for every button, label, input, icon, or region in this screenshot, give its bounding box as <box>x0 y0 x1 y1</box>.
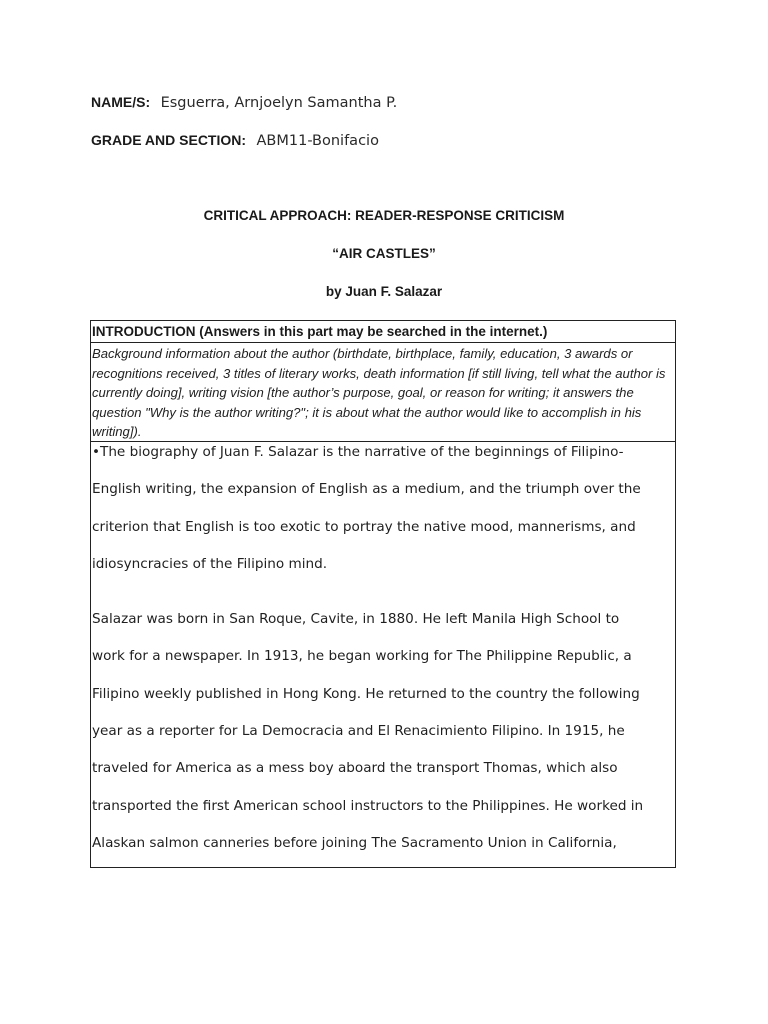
introduction-table <box>90 320 676 868</box>
answer-line: transported the first American school instructors to the Philippines. He worked in <box>92 797 644 814</box>
story-title: “AIR CASTLES” <box>332 246 436 261</box>
names-value: Esguerra, Arnjoelyn Samantha P. <box>160 95 398 111</box>
answer-line: Alaskan salmon canneries before joining The Sacramento Union in California, <box>92 834 617 851</box>
answer-line: year as a reporter for La Democracia and El Renacimiento Filipino. In 1915, he <box>92 723 625 740</box>
answer-line: Filipino weekly published in Hong Kong. He returned to the country the following <box>92 685 640 702</box>
answer-line: •The biography of Juan F. Salazar is the narrative of the beginnings of Filipino- <box>92 444 624 460</box>
names-label: NAME/S: <box>91 94 151 110</box>
answer-paragraph-2 <box>92 609 675 870</box>
answer-line: idiosyncracies of the Filipino mind. <box>92 555 328 572</box>
introduction-instructions: Background information about the author (birthdate, birthplace, family, education, 3 awards or recognitions received, 3 titles of literary works, death information [if still living, tell what the author is currently doing], writing vision [the author’s purpose, goal, or reason for writing; it answers the question "Why is the author writing?"; it is about what the author would like to accomplish in his writing]). <box>91 343 675 442</box>
paragraph-gap <box>92 591 675 609</box>
introduction-heading: INTRODUCTION (Answers in this part may be searched in the internet.) <box>91 321 675 343</box>
story-author: by Juan F. Salazar <box>325 284 443 299</box>
answer-paragraph-1 <box>92 442 675 591</box>
answer-line: traveled for America as a mess boy aboard the transport Thomas, which also <box>92 760 618 777</box>
answer-line: criterion that English is too exotic to portray the native mood, mannerisms, and <box>92 518 636 535</box>
answer-line: work for a newspaper. In 1913, he began working for The Philippine Republic, a <box>92 648 632 665</box>
answer-line: English writing, the expansion of English as a medium, and the triumph over the <box>92 481 641 498</box>
introduction-answer <box>91 442 675 870</box>
critical-approach-title: CRITICAL APPROACH: READER-RESPONSE CRITICISM <box>203 208 565 223</box>
grade-section-label: GRADE AND SECTION: <box>91 132 247 148</box>
grade-section-value: ABM11-Bonifacio <box>256 133 379 149</box>
names-line <box>91 94 397 111</box>
grade-section-line <box>91 132 379 149</box>
answer-line: Salazar was born in San Roque, Cavite, in 1880. He left Manila High School to <box>92 611 620 628</box>
